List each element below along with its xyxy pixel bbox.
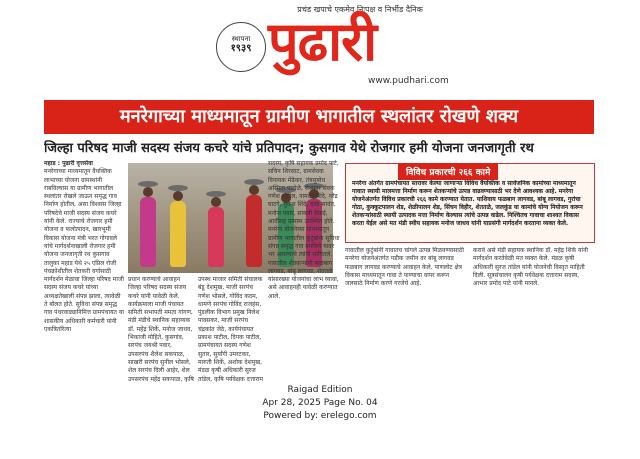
established-seal bbox=[216, 22, 266, 72]
powered-by[interactable]: Powered by: erelego.com bbox=[263, 411, 377, 421]
highlight-box bbox=[345, 163, 595, 243]
worker-figure bbox=[170, 201, 186, 267]
worker-figure bbox=[208, 207, 224, 267]
column-2-text: प्रधान करण्याचे आवाहन जिल्हा परिषद सदस्य संजय कचरे यांनी यावेळी केले. कार्यक्रमाला माजी पंचायत समिती सभापती ममता गांगण, मंडी मंडीचे स्थानिक सहाय्यक डॉ. महेंद्र शिर्के, मनोज जाधव, भिकाजी मोहिते, कुसगांव, सरपंच जयश्री पवार, उपसरपंच शैलेश सकपाळ, साखरी सरपंच सुनील भोसले, शेल सरपंच दिली आहेर, शेल उपसरपंच महेंद्र सकपाळ, कृषि bbox=[128, 276, 194, 382]
edition-footer bbox=[0, 384, 640, 423]
column-6-text: करावे असे मंडी सहायक स्थानिक डॉ. महेंद्र शिर्के यांनी मार्गदर्शन करतेवेळी मत व्यक्त केले. मंडळ कृषी अधिकारी सुरज तांडेल यांनी योजनेची विस्तृत माहिती दिली. सूत्रसंचालन कृषी पर्यवेक्षक दत्ताराम सदस्य, आभार प्रमोद पाटे यांनी मानले. bbox=[473, 247, 588, 288]
seal-label: स्थापना bbox=[231, 35, 251, 43]
column-1-text: मनरेगाच्या माध्यमातून वैयक्तिक लाभाच्या योजना ग्रामस्थांनी राबविल्यास या ग्रामीण भागातील स्थलांतर रोखले जाऊन समृद्ध गाव निर्माण होतील, असा विश्वास जिल्हा परिषदेचे माजी सदस्य संजय कचरे यांनी केले. राज्याचे रोजगार हमी योजना व फलोत्पादन, खारभूमी विकास योजना मंत्री भरत गोगावले यांचे मार्गदर्शनाखाली रोजगार हमी योजना जनजागृती रथ कुसगाव तालुका महाड येथे २५ एप्रिल रोजी पंचक्रोशीतील शेतकरी वर्गासाठी मार्गदर्शन मेळावा जिल्हा परिषद माजी सदस्य संजय कचरे यांच्या अध्यक्षतेखाली संपन्न झाला, त्यावेळी ते बोलत होते. सुविधा संपन्न समृद्ध गाव पंधरवाड्यानिमित्त ग्रामपंचायत या शासकीय अधिकारी कर्मचारी यांनी एकत्रितरित्या bbox=[44, 168, 124, 333]
article-column-2 bbox=[128, 276, 194, 382]
highlight-box-title: विविध प्रकारची २६६ कामे bbox=[398, 163, 498, 180]
newspaper-logo: पुढारी bbox=[268, 10, 377, 73]
worker-figure bbox=[246, 195, 262, 267]
worker-figure bbox=[140, 197, 156, 267]
seal-year: १९३९ bbox=[230, 43, 252, 54]
edition-date-page: Apr 28, 2025 Page No. 04 bbox=[262, 398, 378, 408]
column-3-text: उपस्थ माजार समिती संचालक बंडू देशमुख, माजी सरपंच गणेश भोसले, गोविंद कदम, धामणे सरपंच गोविंद राजहंस, पुंडलीक विभाग प्रमुख निलेश पावसकर, माजी सरपंच चंद्रकांत जेठे, कार्यपंचायत प्रकाश पाटील, दिपक पाटील, ग्रामपंचायत सदस्य गणेश सुतार, सुर्यांगी उमरटकर, मारुती शिर्के, अशोक देशमुख, मंडळ कृषी अधिकारी सुरज तांडेल, कृषि पर्यवेक्षक दत्ताराम bbox=[198, 276, 264, 382]
article-column-6 bbox=[473, 247, 595, 382]
article-column-1 bbox=[44, 160, 124, 382]
column-4-text: सदस्य, कृषि सहायक प्रमोद पाटे, सचिन शिरसाट, ग्रामसेवक विनायक मेंढेकर, तंत्रसुबोध अस्मिता पाटोळे, रोजगार सेवक गणेश पाटील, नामदेव शिंदे, नरेंद्र घाटगे, मुकेश शिंदे, दादा सावंत, मनोज पवार, सायली देसाई, आदींसह ग्रामस्थ उपस्थित होते. मनरेगा योजनेच्या माध्यमातून ग्रामीण भागातील कुटुंबांना सुविधा संपन्न समृद्ध गाव बनविणे यावर भर असल्याचे त्यांनी सांगितले. गावातील शेतकऱ्यांनी फळबाग लागवड, बांबू लागवड, शेततळे यांसारख्या योजनांचा लाभ घ्यावा, असे आवाहनही यावेळी करण्यात आले. bbox=[268, 160, 340, 300]
edition-name: Raigad Edition bbox=[287, 385, 353, 395]
masthead bbox=[0, 0, 640, 98]
masthead-tagline: प्रचंड खपाचे एकमेव निःपक्ष व निर्भीड दैनिक bbox=[297, 5, 423, 14]
article-column-3 bbox=[198, 276, 264, 382]
article-headline: मनरेगाच्या माध्यमातून ग्रामीण भागातील स्थलांतर रोखणे शक्य bbox=[44, 100, 594, 134]
article-column-5 bbox=[345, 247, 467, 382]
highlight-box-body: मनरेगा अंतर्गत ग्रामपंचायत स्तरावर केल्या जाणाऱ्या विविध वैयक्तिक व सार्वजनिक कामांच्या माध्यमातून गावात स्थायी मालमत्ता निर्माण करून शेतकऱ्यांचे उत्पन्न वाढवण्यासाठी भर देणे आवश्यक आहे. मनरेगा योजनेअंतर्गत विविध प्रकारची २६६ कामे करण्यात येतात. याशिवाय फळबाग लागवड, बांबू लागवड, गुरांचा गोठा, कुक्कुटपालन शेड, शेळीपालन शेड, सिंचन विहीर, शेततळे, जलकुंड या कामांचे योग्य नियोजन करून शेतकऱ्यांसाठी स्थायी उत्पादक मत्ता निर्माण केल्यास त्यांचे उत्पन्न वाढेल. निश्चितच गावाचा शाश्वत विकास करता येईल असे मत मंडी स्थीय सहायक मनोज जाधव यांनी याप्रसंगी मार्गदर्शन करताना व्यक्त केले. bbox=[352, 180, 583, 227]
article-subheadline: जिल्हा परिषद माजी सदस्य संजय कचरे यांचे प्रतिपादन; कुसगाव येथे रोजगार हमी योजना जनजागृती रथ bbox=[44, 141, 534, 156]
dateline: महाड : पुढारी वृत्तसेवा bbox=[44, 160, 93, 167]
column-5-text: गावातील कुटुंबांनी गावातच चांगले उत्पन्न मिळवण्यासाठी मनरेगा योजनेअंतर्गत पडीक जमीन वर बांबू लागवड फळबाग लागवड करण्याचे आवाहन केले. पाणलोट क्षेत्र विकास माध्यमातून गावा ते पाण्याचा वापर करून जलसाठे निर्माण करणे गरजेचे आहे. bbox=[345, 247, 464, 288]
website-url[interactable]: www.pudhari.com bbox=[368, 76, 449, 86]
article-column-4 bbox=[268, 160, 340, 382]
